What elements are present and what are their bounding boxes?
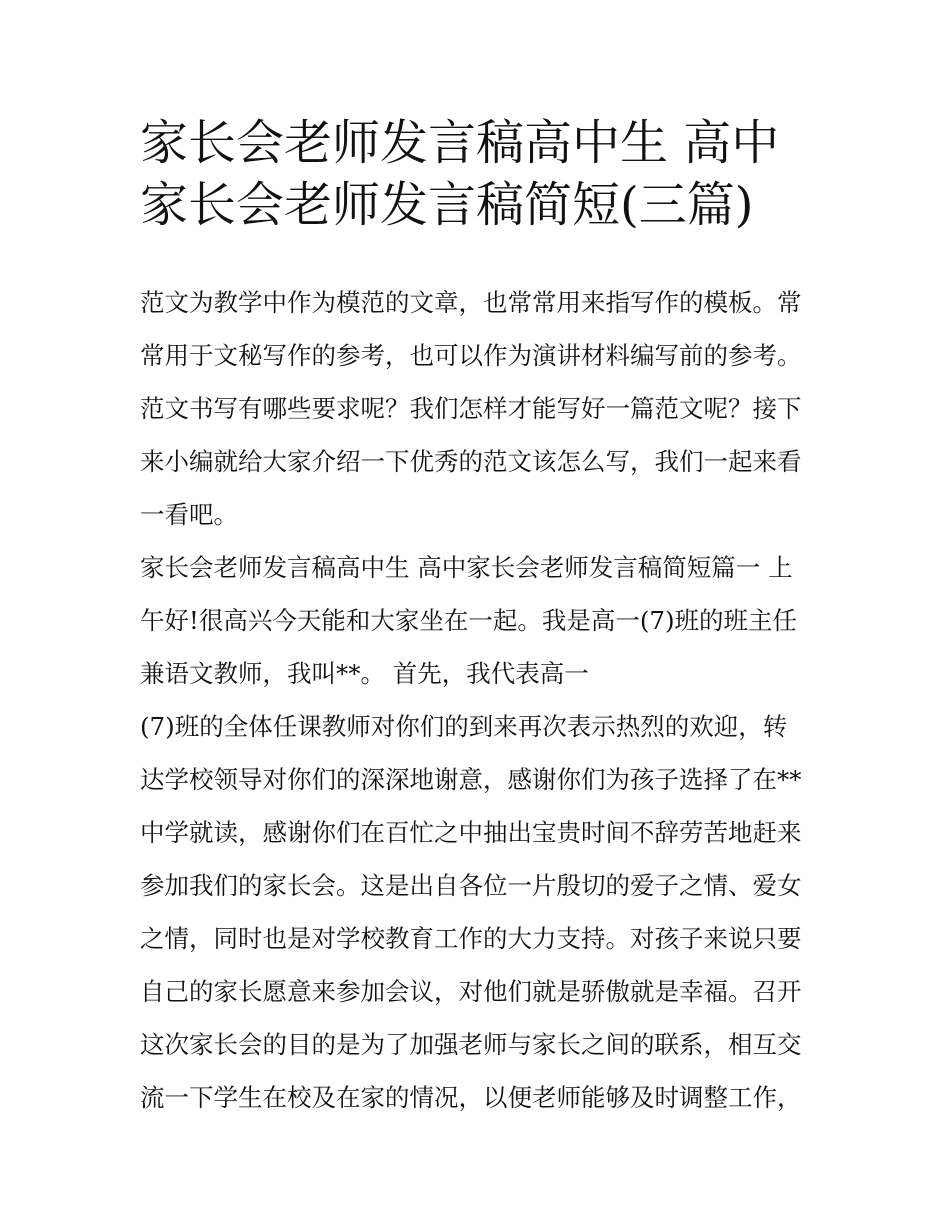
- document-title: [140, 112, 820, 236]
- title-line-2: 家长会老师发言稿简短(三篇): [140, 177, 754, 233]
- body-line: 常用于文秘写作的参考，也可以作为演讲材料编写前的参考。: [140, 341, 802, 370]
- body-line: (7)班的全体任课教师对你们的到来再次表示热烈的欢迎，转: [140, 712, 788, 741]
- body-line: 这次家长会的目的是为了加强老师与家长之间的联系，相互交: [140, 1030, 802, 1059]
- title-line-1: 家长会老师发言稿高中生 高中: [140, 115, 780, 171]
- body-line: 一看吧。: [140, 500, 238, 529]
- body-line: 中学就读，感谢你们在百忙之中抽出宝贵时间不辞劳苦地赶来: [140, 818, 802, 847]
- body-line: 流一下学生在校及在家的情况，以便老师能够及时调整工作，: [140, 1083, 802, 1112]
- body-line: 范文书写有哪些要求呢？我们怎样才能写好一篇范文呢？接下: [140, 394, 802, 423]
- body-line: 之情，同时也是对学校教育工作的大力支持。对孩子来说只要: [140, 924, 802, 953]
- body-line: 午好!很高兴今天能和大家坐在一起。我是高一(7)班的班主任: [140, 606, 798, 635]
- document-body: [140, 276, 820, 1124]
- body-line: 参加我们的家长会。这是出自各位一片殷切的爱子之情、爱女: [140, 871, 802, 900]
- body-line: 来小编就给大家介绍一下优秀的范文该怎么写，我们一起来看: [140, 447, 802, 476]
- body-line: 自己的家长愿意来参加会议，对他们就是骄傲就是幸福。召开: [140, 977, 802, 1006]
- body-line: 兼语文教师，我叫**。 首先，我代表高一: [140, 659, 589, 688]
- body-line: 范文为教学中作为模范的文章，也常常用来指写作的模板。常: [140, 288, 802, 317]
- body-line: 家长会老师发言稿高中生 高中家长会老师发言稿简短篇一 上: [140, 553, 793, 582]
- body-line: 达学校领导对你们的深深地谢意，感谢你们为孩子选择了在**: [140, 765, 802, 794]
